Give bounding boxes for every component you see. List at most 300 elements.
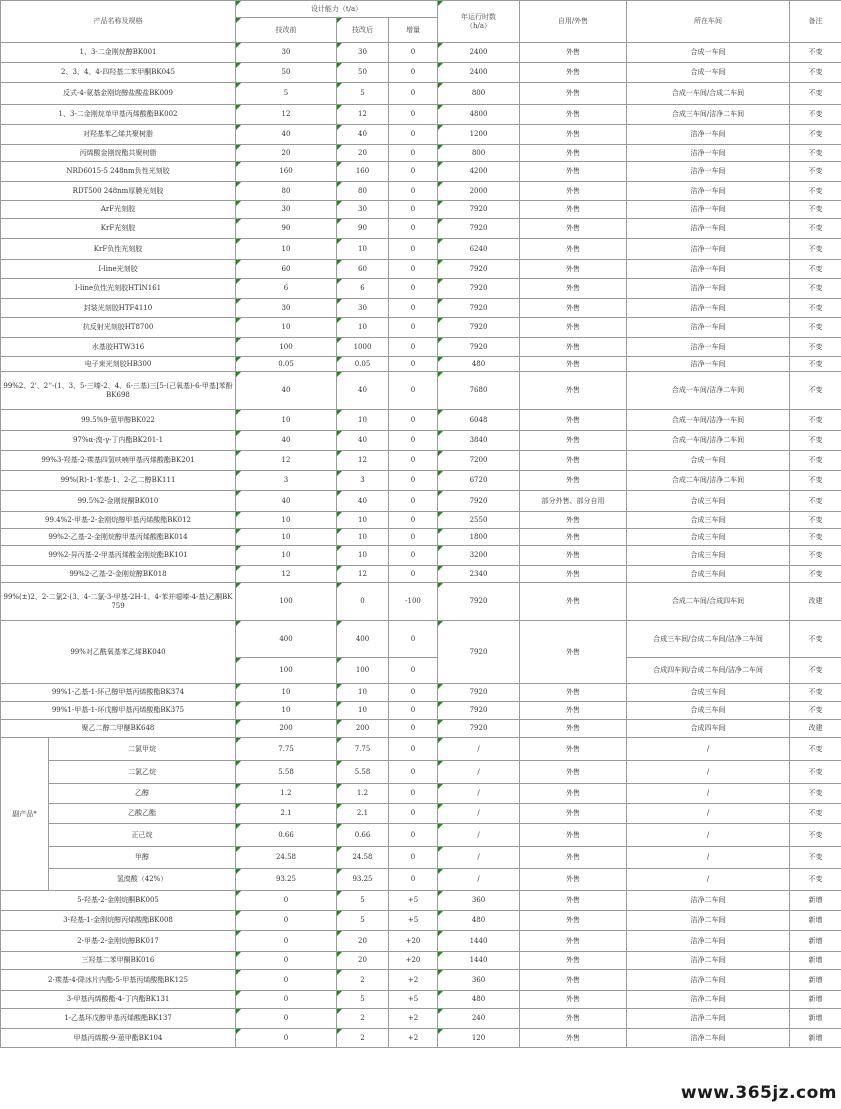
before-cell: 10 [236,529,337,546]
delta-cell: 0 [389,318,438,338]
hours-cell: 1440 [438,952,520,970]
byproduct-row [1,804,841,824]
table-row [1,991,841,1009]
note-cell: 不变 [790,431,841,451]
note-cell: 不变 [790,847,841,869]
product-name-cell: RDT500 248nm厚膜光刻胶 [1,182,236,201]
usage-cell: 外售 [520,357,627,372]
usage-cell: 外售 [520,63,627,83]
hours-cell: 3200 [438,546,520,566]
hours-cell: 7920 [438,260,520,279]
table-row [1,239,841,260]
after-cell: 200 [337,720,389,738]
product-name-cell: 水基胶HTW316 [1,338,236,357]
before-cell: 50 [236,63,337,83]
table-row [1,357,841,372]
hours-cell: 7200 [438,451,520,471]
delta-cell: 0 [389,546,438,566]
before-cell: 100 [236,583,337,621]
note-cell: 不变 [790,182,841,201]
delta-cell: 0 [389,702,438,720]
delta-cell: 0 [389,125,438,145]
before-cell: 40 [236,372,337,410]
before-cell: 400 [236,621,337,658]
before-cell: 24.58 [236,847,337,869]
table-row [1,970,841,991]
after-cell: 100 [337,658,389,684]
delta-cell: 0 [389,239,438,260]
product-name-cell: I-line负性光刻胶HTIN161 [1,279,236,299]
before-cell: 6 [236,279,337,299]
note-cell: 不变 [790,451,841,471]
before-cell: 1.2 [236,784,337,804]
workshop-cell: 洁净一车间 [627,182,790,201]
table-row [1,318,841,338]
after-cell: 12 [337,451,389,471]
usage-cell: 外售 [520,219,627,239]
table-row [1,451,841,471]
table-row [1,702,841,720]
header-note: 备注 [790,1,841,43]
before-cell: 200 [236,720,337,738]
delta-cell: +2 [389,970,438,991]
before-cell: 10 [236,546,337,566]
before-cell: 100 [236,338,337,357]
usage-cell: 外售 [520,970,627,991]
delta-cell: 0 [389,410,438,431]
workshop-cell: / [627,847,790,869]
table-row [1,431,841,451]
workshop-cell: 洁净一车间 [627,162,790,182]
table-row [1,512,841,529]
table-row [1,529,841,546]
hours-cell: 7920 [438,720,520,738]
header-usage: 自用/外售 [520,1,627,43]
product-name-cell: 乙醇 [49,784,236,804]
usage-cell: 外售 [520,338,627,357]
note-cell: 不变 [790,357,841,372]
note-cell: 不变 [790,219,841,239]
product-name-cell: 99%1-甲基-1-环戊醇甲基丙烯酸酯BK375 [1,702,236,720]
after-cell: 30 [337,299,389,318]
usage-cell: 外售 [520,299,627,318]
usage-cell: 外售 [520,105,627,125]
table-row [1,299,841,318]
delta-cell: 0 [389,824,438,847]
workshop-cell: 合成一车间/洁净二车间 [627,431,790,451]
product-name-cell: 聚乙二醇二甲醚BK648 [1,720,236,738]
before-cell: 90 [236,219,337,239]
product-name-cell: I-line光刻胶 [1,260,236,279]
before-cell: 0.66 [236,824,337,847]
table-row [1,105,841,125]
before-cell: 30 [236,43,337,63]
hours-cell: 1440 [438,931,520,952]
product-name-cell: 99.4%2-甲基-2-金刚烷醇甲基丙烯酸酯BK012 [1,512,236,529]
delta-cell: 0 [389,357,438,372]
usage-cell: 外售 [520,583,627,621]
workshop-cell: 洁净一车间 [627,299,790,318]
delta-cell: 0 [389,63,438,83]
after-cell: 20 [337,931,389,952]
usage-cell: 外售 [520,891,627,911]
after-cell: 93.25 [337,869,389,891]
table-row [1,471,841,491]
hours-cell: 7920 [438,201,520,219]
table-row [1,546,841,566]
before-cell: 10 [236,239,337,260]
delta-cell: 0 [389,431,438,451]
table-row [1,219,841,239]
after-cell: 3 [337,471,389,491]
note-cell: 不变 [790,471,841,491]
workshop-cell: 洁净一车间 [627,260,790,279]
note-cell: 新增 [790,911,841,931]
usage-cell: 外售 [520,410,627,431]
before-cell: 0 [236,891,337,911]
before-cell: 30 [236,299,337,318]
note-cell: 不变 [790,318,841,338]
product-name-cell: 99%3-羟基-2-羰基四氢呋喃甲基丙烯酸酯BK201 [1,451,236,471]
workshop-cell: 洁净二车间 [627,991,790,1009]
table-row [1,491,841,512]
table-row [1,1029,841,1048]
workshop-cell: 合成四车间/合成二车间/洁净二车间 [627,658,790,684]
delta-cell: 0 [389,869,438,891]
hours-cell: 6720 [438,471,520,491]
before-cell: 160 [236,162,337,182]
note-cell: 不变 [790,824,841,847]
after-cell: 20 [337,952,389,970]
workshop-cell: 合成一车间/合成二车间 [627,83,790,105]
after-cell: 1.2 [337,784,389,804]
after-cell: 2 [337,1029,389,1048]
note-cell: 不变 [790,804,841,824]
workshop-cell: 洁净二车间 [627,970,790,991]
workshop-cell: 合成三车间 [627,512,790,529]
delta-cell: 0 [389,260,438,279]
note-cell: 新增 [790,1029,841,1048]
header-name: 产品名称及规格 [1,1,236,43]
product-name-cell: 5-羟基-2-金刚烷酮BK005 [1,891,236,911]
header-before: 技改前 [236,18,337,43]
workshop-cell: 洁净一车间 [627,219,790,239]
delta-cell: 0 [389,491,438,512]
delta-cell: 0 [389,621,438,658]
workshop-cell: 合成三车间 [627,529,790,546]
delta-cell: 0 [389,219,438,239]
after-cell: 40 [337,125,389,145]
note-cell: 不变 [790,546,841,566]
note-cell: 不变 [790,761,841,784]
byproduct-row [1,784,841,804]
header-workshop: 所在车间 [627,1,790,43]
before-cell: 12 [236,566,337,583]
usage-cell: 部分外售、部分自用 [520,491,627,512]
usage-cell: 外售 [520,1029,627,1048]
after-cell: 5 [337,911,389,931]
after-cell: 2 [337,1009,389,1029]
usage-cell: 外售 [520,318,627,338]
hours-cell: 7920 [438,684,520,702]
table-row [1,63,841,83]
workshop-cell: / [627,869,790,891]
table-row [1,338,841,357]
delta-cell: 0 [389,338,438,357]
delta-cell: -100 [389,583,438,621]
note-cell: 不变 [790,299,841,318]
note-cell: 不变 [790,63,841,83]
delta-cell: 0 [389,720,438,738]
note-cell: 不变 [790,105,841,125]
usage-cell: 外售 [520,529,627,546]
hours-cell: 2400 [438,63,520,83]
product-name-cell: 封装光刻胶HTF4110 [1,299,236,318]
product-name-cell: 1、3-二金刚烷醇BK001 [1,43,236,63]
before-cell: 2.1 [236,804,337,824]
delta-cell: +20 [389,952,438,970]
table-row [1,372,841,410]
hours-cell: 7920 [438,219,520,239]
before-cell: 10 [236,702,337,720]
delta-cell: 0 [389,279,438,299]
after-cell: 10 [337,684,389,702]
workshop-cell: 合成四车间 [627,720,790,738]
usage-cell: 外售 [520,702,627,720]
delta-cell: 0 [389,658,438,684]
after-cell: 0.05 [337,357,389,372]
workshop-cell: / [627,738,790,761]
before-cell: 10 [236,410,337,431]
hours-cell: 480 [438,357,520,372]
after-cell: 160 [337,162,389,182]
product-name-cell: 氢溴酸（42%） [49,869,236,891]
hours-cell: / [438,784,520,804]
byproduct-row [1,847,841,869]
note-cell: 不变 [790,684,841,702]
usage-cell: 外售 [520,431,627,451]
after-cell: 20 [337,145,389,162]
product-name-cell: KrF光刻胶 [1,219,236,239]
workshop-cell: 合成三车间 [627,566,790,583]
usage-cell: 外售 [520,991,627,1009]
hours-cell: 240 [438,1009,520,1029]
note-cell: 不变 [790,658,841,684]
product-name-cell: 2-甲基-2-金刚烷醇BK017 [1,931,236,952]
hours-cell: 120 [438,1029,520,1048]
after-cell: 5 [337,891,389,911]
table-row [1,720,841,738]
delta-cell: 0 [389,182,438,201]
workshop-cell: 合成三车间/合成二车间/洁净二车间 [627,621,790,658]
note-cell: 不变 [790,260,841,279]
product-name-cell: 99.5%9-葸甲醇BK022 [1,410,236,431]
workshop-cell: 洁净二车间 [627,891,790,911]
workshop-cell: 合成二车间/洁净二车间 [627,471,790,491]
hours-cell: 2400 [438,43,520,63]
note-cell: 不变 [790,512,841,529]
hours-cell: 4200 [438,162,520,182]
usage-cell: 外售 [520,738,627,761]
byproduct-group-label: 副产品* [1,738,49,891]
after-cell: 5.58 [337,761,389,784]
workshop-cell: 合成一车间 [627,451,790,471]
workshop-cell: 合成一车间 [627,63,790,83]
delta-cell: 0 [389,471,438,491]
before-cell: 10 [236,684,337,702]
usage-cell: 外售 [520,451,627,471]
note-cell: 新增 [790,1009,841,1029]
note-cell: 不变 [790,784,841,804]
product-name-cell: 1、3-二金刚烷单甲基丙烯酸酯BK002 [1,105,236,125]
workshop-cell: 洁净一车间 [627,125,790,145]
product-name-cell: 99%1-乙基-1-环己醇甲基丙烯酸酯BK374 [1,684,236,702]
before-cell: 0 [236,1029,337,1048]
note-cell: 新增 [790,952,841,970]
usage-cell: 外售 [520,847,627,869]
product-name-cell: 99.5%2-金刚烷酮BK010 [1,491,236,512]
workshop-cell: 洁净二车间 [627,1029,790,1048]
header-row-1 [1,1,841,18]
note-cell: 不变 [790,279,841,299]
workshop-cell: 合成一车间/洁净二车间 [627,372,790,410]
after-cell: 10 [337,546,389,566]
hours-cell: 7920 [438,491,520,512]
product-name-cell: 乙酸乙酯 [49,804,236,824]
hours-cell: / [438,738,520,761]
table-row [1,891,841,911]
usage-cell: 外售 [520,804,627,824]
hours-cell: / [438,824,520,847]
delta-cell: 0 [389,43,438,63]
byproduct-row [1,738,841,761]
after-cell: 90 [337,219,389,239]
table-row [1,260,841,279]
product-name-cell: ArF光刻胶 [1,201,236,219]
product-name-cell: 甲醇 [49,847,236,869]
product-name-cell: KrF负性光刻胶 [1,239,236,260]
table-row [1,911,841,931]
hours-cell: 2340 [438,566,520,583]
note-cell: 新增 [790,931,841,952]
hours-cell: 7920 [438,318,520,338]
note-cell: 改建 [790,720,841,738]
usage-cell: 外售 [520,43,627,63]
delta-cell: +20 [389,931,438,952]
after-cell: 10 [337,529,389,546]
before-cell: 0 [236,1009,337,1029]
workshop-cell: 合成三车间/洁净二车间 [627,105,790,125]
hours-cell: 7920 [438,621,520,684]
delta-cell: +5 [389,991,438,1009]
usage-cell: 外售 [520,279,627,299]
delta-cell: 0 [389,162,438,182]
usage-cell: 外售 [520,182,627,201]
workshop-cell: / [627,784,790,804]
hours-cell: 800 [438,83,520,105]
product-name-cell: 二氯甲烷 [49,738,236,761]
after-cell: 5 [337,83,389,105]
delta-cell: 0 [389,145,438,162]
table-row [1,162,841,182]
table-row [1,125,841,145]
delta-cell: 0 [389,684,438,702]
after-cell: 7.75 [337,738,389,761]
workshop-cell: 合成三车间 [627,702,790,720]
after-cell: 10 [337,512,389,529]
product-name-cell: 丙烯酸金刚烷酯共聚树脂 [1,145,236,162]
usage-cell: 外售 [520,83,627,105]
product-name-cell: 三羟基二苯甲酮BK016 [1,952,236,970]
workshop-cell: 洁净一车间 [627,357,790,372]
after-cell: 0 [337,583,389,621]
table-row [1,182,841,201]
table-row [1,566,841,583]
before-cell: 93.25 [236,869,337,891]
workshop-cell: 合成三车间 [627,546,790,566]
usage-cell: 外售 [520,869,627,891]
after-cell: 24.58 [337,847,389,869]
workshop-cell: 合成二车间/合成四车间 [627,583,790,621]
workshop-cell: / [627,824,790,847]
note-cell: 新增 [790,991,841,1009]
before-cell: 10 [236,512,337,529]
usage-cell: 外售 [520,784,627,804]
before-cell: 40 [236,125,337,145]
note-cell: 不变 [790,201,841,219]
product-name-cell: 抗反射光刻胶HT8700 [1,318,236,338]
after-cell: 10 [337,702,389,720]
usage-cell: 外售 [520,931,627,952]
after-cell: 12 [337,566,389,583]
after-cell: 40 [337,372,389,410]
delta-cell: +2 [389,1029,438,1048]
workshop-cell: 合成一车间/洁净一车间 [627,410,790,431]
before-cell: 0 [236,991,337,1009]
note-cell: 不变 [790,410,841,431]
before-cell: 0 [236,970,337,991]
after-cell: 2.1 [337,804,389,824]
before-cell: 40 [236,431,337,451]
byproduct-row [1,761,841,784]
before-cell: 3 [236,471,337,491]
after-cell: 80 [337,182,389,201]
workshop-cell: 洁净二车间 [627,952,790,970]
before-cell: 20 [236,145,337,162]
workshop-cell: 洁净一车间 [627,239,790,260]
delta-cell: 0 [389,201,438,219]
product-name-cell: 3-羟基-1-金刚烷醇丙烯酸酯BK008 [1,911,236,931]
before-cell: 0 [236,931,337,952]
after-cell: 40 [337,491,389,512]
product-name-cell: 电子束光刻胶HB300 [1,357,236,372]
hours-cell: 480 [438,911,520,931]
hours-cell: 7920 [438,299,520,318]
workshop-cell: 合成三车间 [627,684,790,702]
hours-cell: 7920 [438,338,520,357]
after-cell: 10 [337,318,389,338]
usage-cell: 外售 [520,824,627,847]
workshop-cell: 洁净一车间 [627,145,790,162]
before-cell: 12 [236,105,337,125]
product-name-cell: 99%2-异丙基-2-甲基丙烯酸金刚烷酯BK101 [1,546,236,566]
table-row [1,583,841,621]
hours-cell: / [438,761,520,784]
note-cell: 不变 [790,372,841,410]
product-name-cell: 99%2-乙基-2-金刚烷醇BK018 [1,566,236,583]
after-cell: 10 [337,239,389,260]
product-name-cell: 二氯乙烷 [49,761,236,784]
